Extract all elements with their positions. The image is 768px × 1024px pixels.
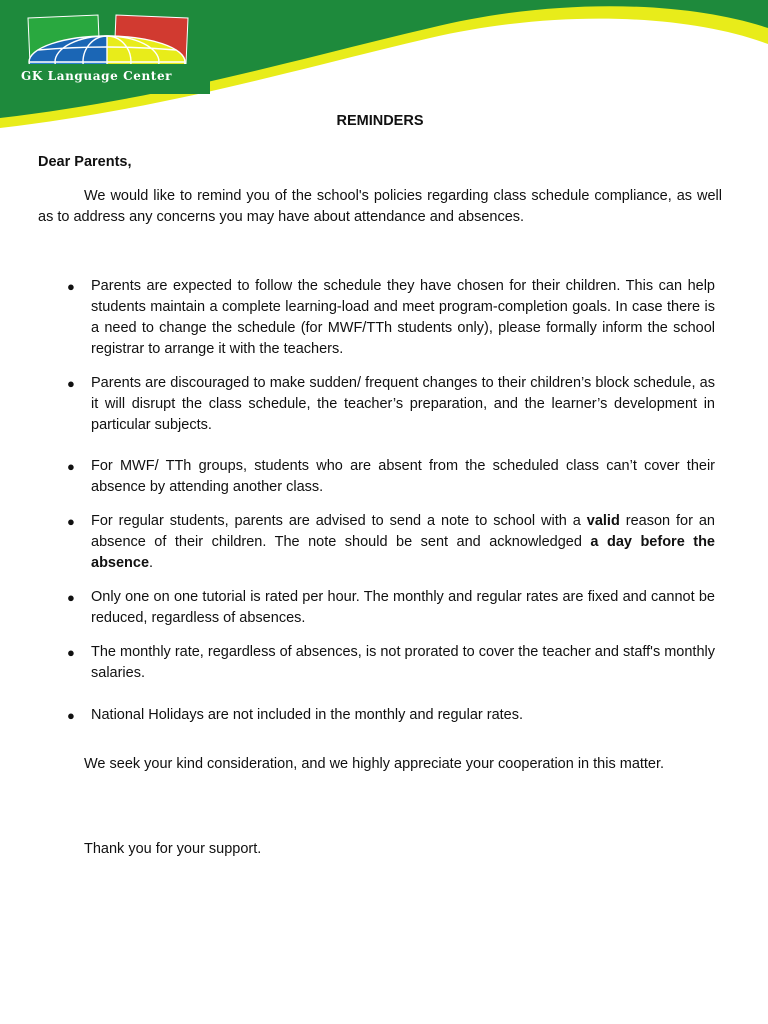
bullet-icon: ● (67, 708, 75, 723)
list-item-text: Parents are discouraged to make sudden/ frequent changes to their children’s block schedule, as it will disrupt the class schedule, the teacher’s preparation, and the learner’s development in particular subjects. (91, 375, 715, 433)
list-item (67, 642, 715, 684)
bullet-icon: ● (67, 376, 75, 391)
list-item (67, 705, 715, 726)
emphasis-deadline: a day before the absence (91, 534, 716, 571)
closing-paragraph: We seek your kind consideration, and we highly appreciate your cooperation in this matter. (84, 756, 665, 772)
intro-paragraph: We would like to remind you of the school's policies regarding class schedule compliance, as well as to address any concerns you may have about attendance and absences. (38, 188, 722, 225)
list-item-text-part: . (149, 555, 154, 571)
list-item-text (91, 511, 715, 574)
list-item-text-part: reason for an absence of their children. The note should be sent and acknowledged (91, 513, 715, 550)
list-item-text: National Holidays are not included in the monthly and regular rates. (91, 707, 524, 723)
bullet-icon: ● (67, 514, 75, 529)
emphasis-valid: valid (586, 513, 620, 529)
list-item (67, 456, 715, 498)
list-item (67, 373, 715, 436)
org-name: GK Language Center (21, 69, 173, 83)
list-item (67, 511, 715, 574)
bullet-icon: ● (67, 590, 75, 605)
list-item (67, 276, 715, 360)
sign-off: Thank you for your support. (84, 841, 262, 857)
list-item-text-part: For regular students, parents are advised to send a note to school with a (91, 513, 581, 529)
list-item-text: The monthly rate, regardless of absences, is not prorated to cover the teacher and staff's monthly salaries. (91, 644, 715, 681)
bullet-icon: ● (67, 279, 75, 294)
bullet-icon: ● (67, 645, 75, 660)
list-item-text: For MWF/ TTh groups, students who are absent from the scheduled class can’t cover their absence by attending another class. (91, 458, 715, 495)
bullet-icon: ● (67, 459, 75, 474)
page-title: REMINDERS (336, 113, 424, 129)
list-item-text: Parents are expected to follow the schedule they have chosen for their children. This can help students maintain a complete learning-load and meet program-completion goals. In case there is a need to change the schedule (for MWF/TTh students only), please formally inform the school registrar to arrange it with the teachers. (91, 278, 715, 357)
list-item (67, 587, 715, 629)
greeting: Dear Parents, (38, 154, 132, 170)
list-item-text: Only one on one tutorial is rated per hour. The monthly and regular rates are fixed and cannot be reduced, regardless of absences. (91, 589, 715, 626)
